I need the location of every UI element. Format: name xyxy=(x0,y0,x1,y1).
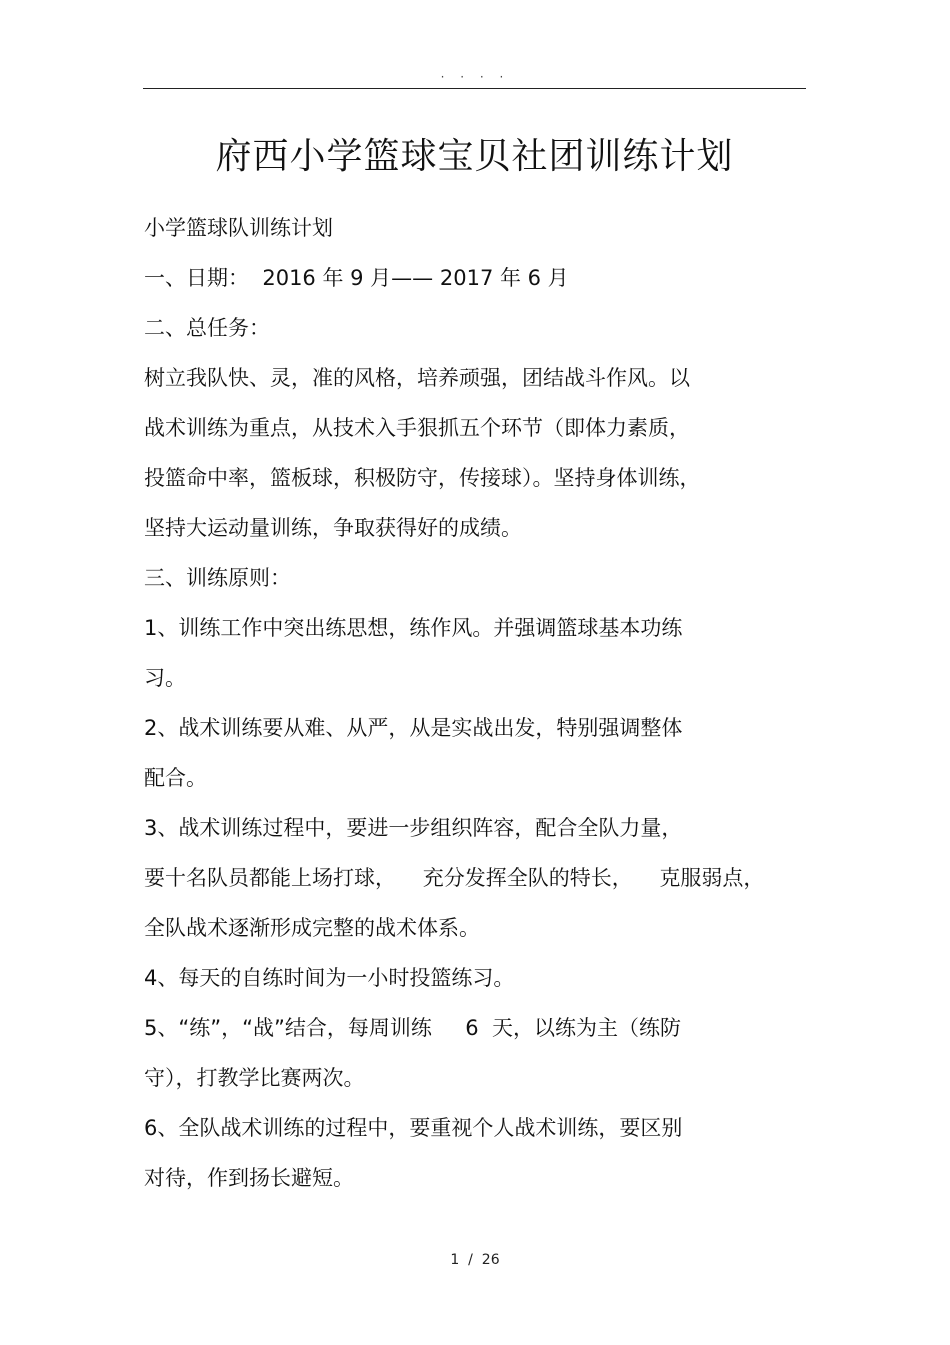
section-heading-principles: 三、训练原则： xyxy=(144,566,291,590)
section-heading-task: 二、总任务： xyxy=(144,316,270,340)
header-rule xyxy=(143,88,806,89)
principle-item-3-cont: 全队战术逐渐形成完整的战术体系。 xyxy=(144,916,480,940)
subtitle-line: 小学篮球队训练计划 xyxy=(144,216,333,240)
document-title: 府西小学篮球宝贝社团训练计划 xyxy=(215,136,734,177)
paragraph-line: 战术训练为重点，从技术入手狠抓五个环节（即体力素质， xyxy=(144,416,690,440)
principle-item-3-cont: 要十名队员都能上场打球， 充分发挥全队的特长， 克服弱点， xyxy=(144,866,765,890)
date-line: 一、日期： 2016 年 9 月—— 2017 年 6 月 xyxy=(144,266,569,290)
paragraph-line: 坚持大运动量训练，争取获得好的成绩。 xyxy=(144,516,522,540)
principle-item-6-cont: 对待，作到扬长避短。 xyxy=(144,1166,354,1190)
principle-item-1-cont: 习。 xyxy=(144,666,186,690)
principle-item-2-cont: 配合。 xyxy=(144,766,207,790)
header-dots: · · · · xyxy=(440,70,510,84)
page-number: 1 / 26 xyxy=(450,1252,500,1268)
principle-item-4: 4、每天的自练时间为一小时投篮练习。 xyxy=(144,966,515,990)
principle-item-6: 6、全队战术训练的过程中，要重视个人战术训练，要区别 xyxy=(144,1116,683,1140)
principle-item-1: 1、训练工作中突出练思想，练作风。并强调篮球基本功练 xyxy=(144,616,683,640)
principle-item-5-cont: 守），打教学比赛两次。 xyxy=(144,1066,365,1090)
paragraph-line: 树立我队快、灵，准的风格，培养顽强，团结战斗作风。以 xyxy=(144,366,690,390)
principle-item-2: 2、战术训练要从难、从严，从是实战出发，特别强调整体 xyxy=(144,716,683,740)
principle-item-3: 3、战术训练过程中，要进一步组织阵容，配合全队力量， xyxy=(144,816,683,840)
principle-item-5: 5、“练”，“战”结合，每周训练 6 天，以练为主（练防 xyxy=(144,1016,681,1040)
paragraph-line: 投篮命中率，篮板球，积极防守，传接球）。坚持身体训练， xyxy=(144,466,701,490)
